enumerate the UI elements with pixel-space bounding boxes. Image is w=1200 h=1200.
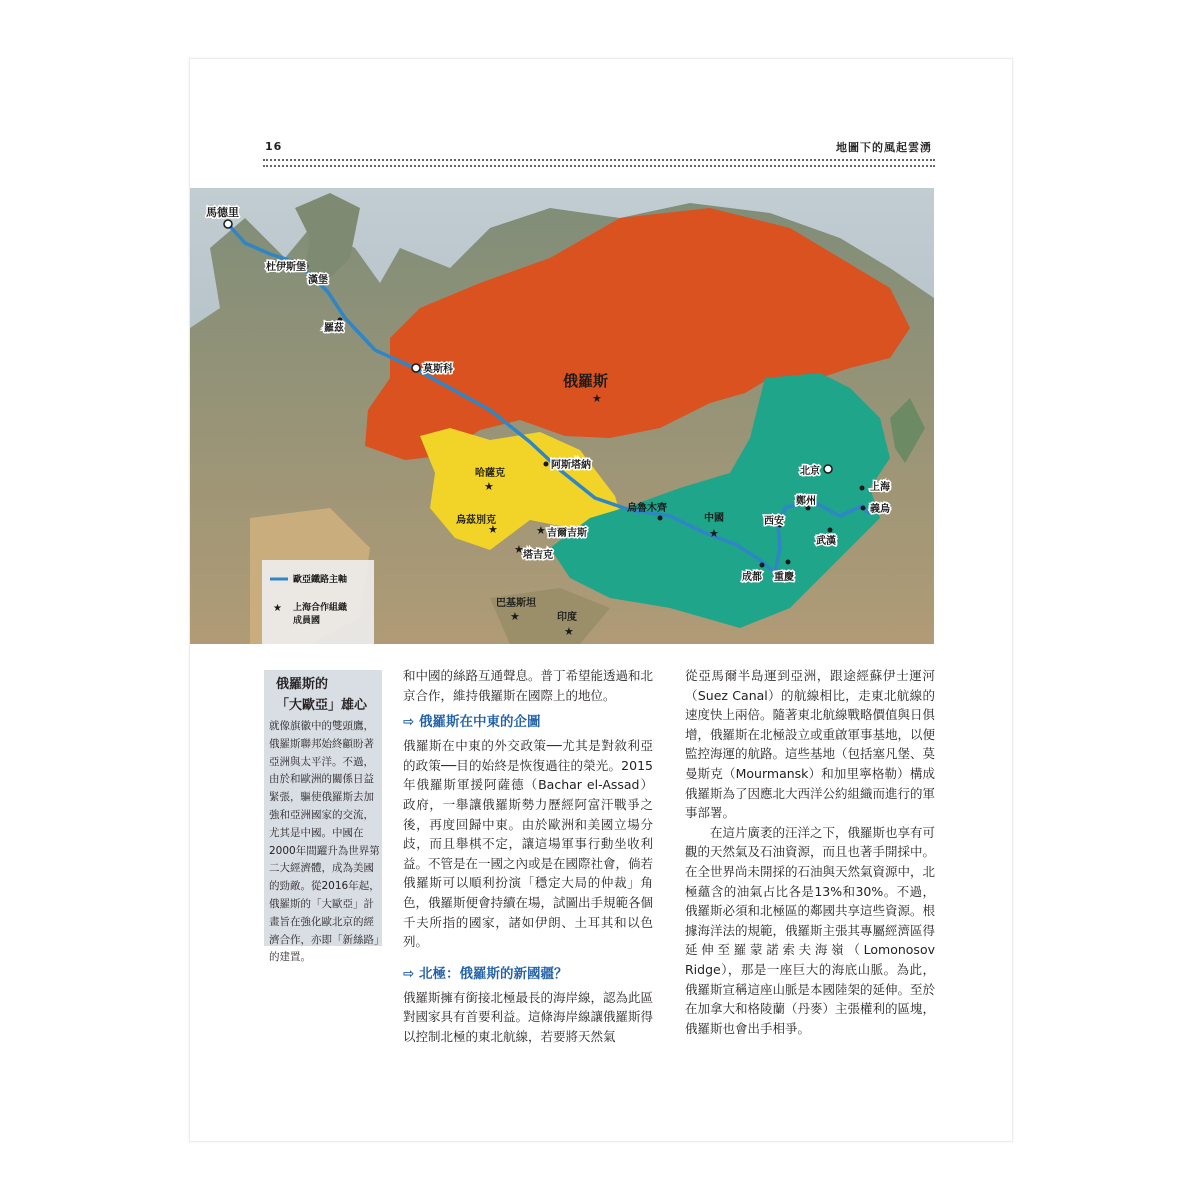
sidebar-title-line1: 俄羅斯的	[276, 677, 329, 692]
sidebar-body: 就像旗徽中的雙頭鷹，俄羅斯聯邦始終顧盼著亞洲與太平洋。不過，由於和歐洲的關係日益緊張，驅使俄羅斯去加強和亞洲國家的交流，尤其是中國。中國在2000年間躍升為世界第二大經濟體，成為美國的勁敵。從2016年起，俄羅斯的「大歐亞」計畫旨在強化歐北京的經濟合作，亦即「新絲路」的建置。	[269, 720, 380, 964]
header-divider-bottom	[263, 165, 935, 167]
shanghai-marker	[860, 486, 865, 491]
label-russia: 俄羅斯	[563, 372, 609, 390]
sidebar-box	[264, 670, 382, 964]
column2-para2: 在這片廣袤的汪洋之下，俄羅斯也享有可觀的天然氣及石油資源，而且也著手開採中。在全世界尚未開採的石油與天然氣資源中，北極蘊含的油氣占比各是13%和30%。不過，俄羅斯必須和北極區的鄰國共享這些資源。根據海洋法的規範，俄羅斯主張其專屬經濟區得延伸至羅蒙諾索夫海嶺（Lomonosov Ridge），那是一座巨大的海底山脈。為此，俄羅斯宣稱這座山脈是本國陸架的延伸。至於在加拿大和格陵蘭（丹麥）主張權利的區塊，俄羅斯也會出手相爭。	[685, 824, 936, 1036]
label-moscow: 莫斯科	[423, 364, 453, 375]
label-astana: 阿斯塔納	[551, 460, 591, 471]
header-divider-top	[263, 159, 935, 161]
lodz-marker	[338, 318, 343, 323]
label-beijing: 北京	[800, 466, 820, 477]
label-pakistan: 巴基斯坦	[496, 598, 536, 609]
label-zhengzhou: 鄭州	[796, 496, 816, 507]
star-kazakhstan: ★	[484, 480, 494, 493]
column1-para2: 俄羅斯擁有銜接北極最長的海岸線，認為此區對國家具有首要利益。這條海岸線讓俄羅斯得以控制北極的東北航線，若要將天然氣	[403, 989, 654, 1044]
heading-arctic-text: 北極：俄羅斯的新國疆？	[419, 965, 568, 982]
label-duisburg: 杜伊斯堡	[266, 262, 306, 273]
chongqing-marker	[786, 560, 791, 565]
label-india: 印度	[557, 612, 577, 623]
legend-sco-line2: 成員國	[293, 616, 321, 626]
map-legend	[262, 560, 374, 644]
legend-sco-line1: 上海合作組織	[293, 603, 348, 613]
astana-marker	[544, 462, 549, 467]
label-chengdu: 成都	[742, 572, 762, 583]
star-uzbekistan: ★	[488, 523, 498, 536]
star-india: ★	[564, 625, 574, 638]
text-column-2	[685, 666, 935, 1038]
column1-para1: 俄羅斯在中東的外交政策──尤其是對敘利亞的政策──目的始終是恢復過往的榮光。2015年俄羅斯軍援阿薩德（Bachar el-Assad）政府，一舉讓俄羅斯勢力歷經阿富汗戰爭之後，再度回歸中東。由於歐洲和美國立場分歧，而且舉棋不定，讓這場軍事行動坐收利益。不管是在一國之內或是在國際社會，倘若俄羅斯可以順利扮演「穩定大局的仲裁」角色，俄羅斯便會持續在場，試圖出手規範各個千夫所指的國家，諸如伊朗、土耳其和以色列。	[403, 738, 654, 950]
label-chongqing: 重慶	[774, 572, 794, 583]
sidebar-title	[276, 674, 382, 716]
label-madrid: 馬德里	[206, 206, 239, 219]
madrid-marker	[224, 220, 232, 228]
heading-middle-east-text: 俄羅斯在中東的企圖	[419, 714, 541, 731]
star-pakistan: ★	[510, 610, 520, 623]
label-lodz: 羅茲	[324, 323, 344, 334]
label-yiwu: 義烏	[870, 504, 890, 515]
label-kazakhstan: 哈薩克	[475, 468, 505, 479]
label-china: 中國	[704, 513, 724, 524]
label-hamburg: 漢堡	[308, 275, 328, 286]
sidebar-title-line2: 「大歐亞」雄心	[276, 698, 368, 713]
star-kyrgyzstan: ★	[536, 524, 546, 537]
chengdu-marker	[760, 563, 765, 568]
moscow-marker	[412, 364, 420, 372]
beijing-marker	[824, 465, 832, 473]
label-shanghai: 上海	[870, 482, 890, 493]
text-column-1	[403, 666, 653, 1047]
label-uzbekistan: 烏茲別克	[456, 515, 496, 526]
column2-para1: 從亞馬爾半島運到亞洲，跟途經蘇伊士運河（Suez Canal）的航線相比，走東北航線的速度快上兩倍。隨著東北航線戰略價值與日俱增，俄羅斯在北極設立或重啟軍事基地，以便監控海運的航路。這些基地（包括塞凡堡、莫曼斯克（Mourmansk）和加里寧格勒）構成俄羅斯為了因應北大西洋公約組織而進行的軍事部署。	[685, 668, 936, 821]
heading-arctic	[403, 964, 653, 985]
urumqi-marker	[658, 516, 663, 521]
legend-railway-label: 歐亞鐵路主軸	[293, 575, 348, 585]
label-xian: 西安	[764, 516, 784, 527]
star-tajikistan: ★	[514, 543, 524, 556]
label-tajikistan: 塔吉克	[523, 550, 553, 561]
legend-star-icon: ★	[273, 603, 282, 614]
arrow-icon: ⇨	[403, 714, 415, 731]
yiwu-marker	[861, 506, 866, 511]
star-russia: ★	[592, 392, 602, 405]
page-number: 16	[265, 140, 283, 153]
label-urumqi: 烏魯木齊	[627, 503, 667, 514]
heading-middle-east	[403, 712, 653, 733]
label-wuhan: 武漢	[816, 536, 836, 547]
star-china: ★	[709, 527, 719, 540]
arrow-icon: ⇨	[403, 965, 415, 982]
column1-intro: 和中國的絲路互通聲息。普丁希望能透過和北京合作，維持俄羅斯在國際上的地位。	[403, 668, 654, 703]
eurasia-map	[190, 188, 934, 644]
wuhan-marker	[828, 528, 833, 533]
running-title: 地圖下的風起雲湧	[836, 141, 932, 154]
label-kyrgyzstan: 吉爾吉斯	[547, 528, 587, 539]
legend-box	[262, 560, 374, 644]
